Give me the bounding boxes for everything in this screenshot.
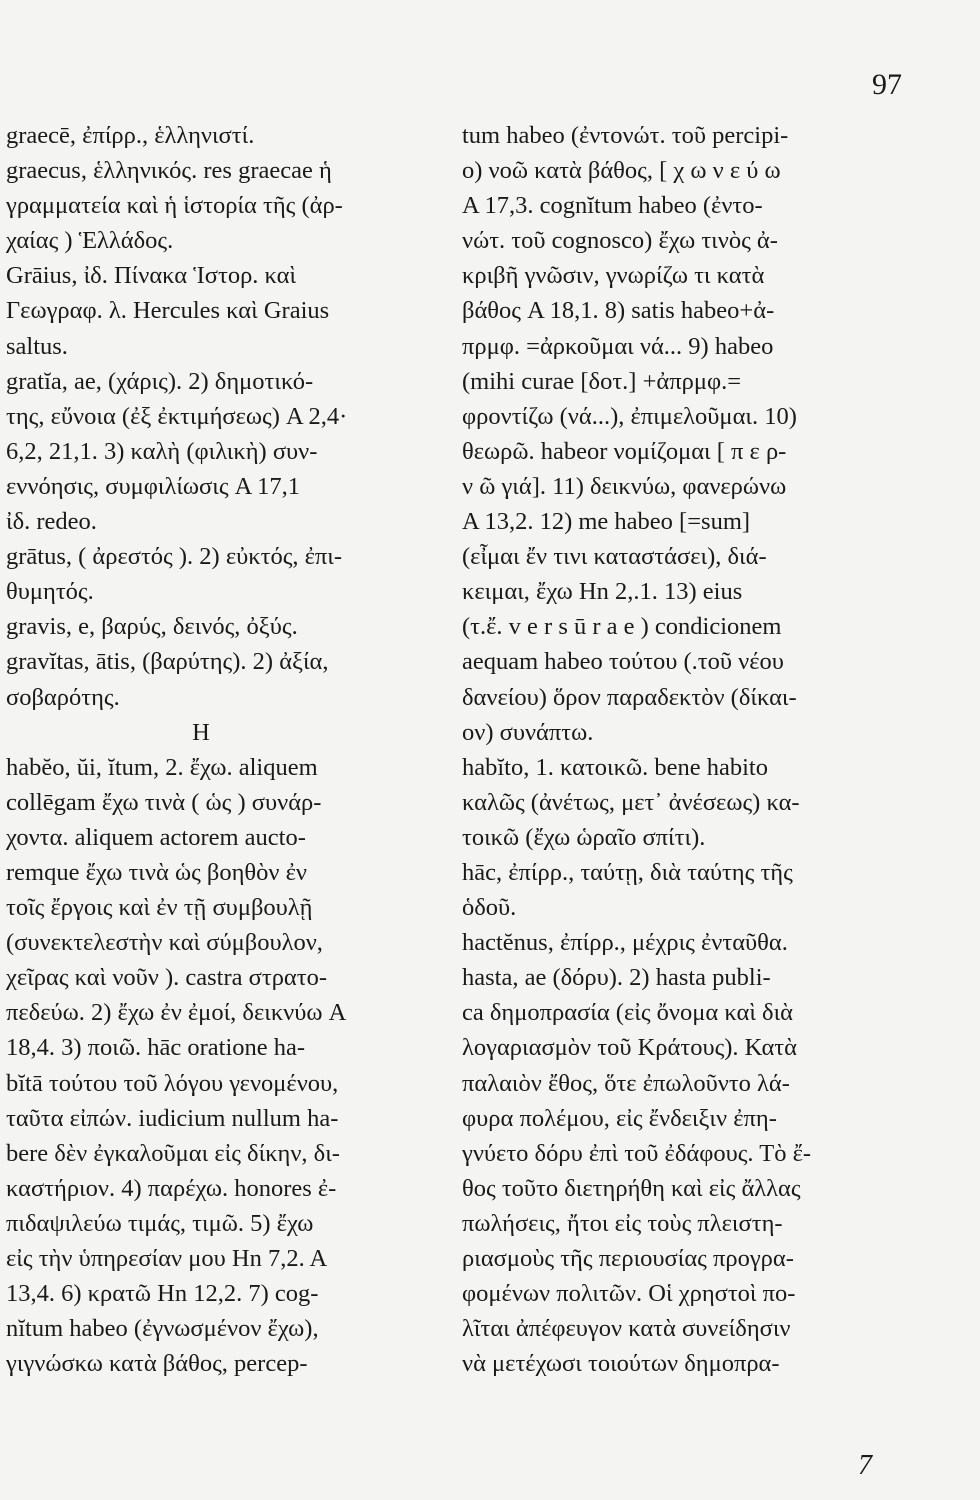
text-line: tum habeo (ἐντονώτ. τοῦ percipi- bbox=[462, 122, 789, 149]
text-line: νὰ μετέχωσι τοιούτων δημοπρα- bbox=[462, 1350, 780, 1378]
text-line: ca δημοπρασία (εἰς ὄνομα καὶ διὰ bbox=[462, 999, 794, 1027]
text-line: A 13,2. 12) me habeo [=sum] bbox=[462, 508, 751, 536]
text-line: (mihi curae [δοτ.] +ἀπρμφ.= bbox=[462, 367, 742, 395]
text-line: gravĭtas, ātis, (βαρύτης). 2) ἀξία, bbox=[6, 648, 329, 676]
text-line: ὁδοῦ. bbox=[462, 894, 517, 922]
text-line: saltus. bbox=[6, 332, 68, 360]
text-line: θος τοῦτο διετηρήθη καὶ εἰς ἄλλας bbox=[462, 1174, 801, 1202]
text-line: gratĭa, ae, (χάρις). 2) δημοτικό- bbox=[6, 367, 314, 395]
text-line: 13,4. 6) κρατῶ Hn 12,2. 7) cog- bbox=[6, 1280, 319, 1308]
text-line: ριασμοὺς τῆς περιουσίας προγρα- bbox=[462, 1245, 794, 1272]
text-line: βάθος A 18,1. 8) satis habeo+ἀ- bbox=[462, 297, 775, 325]
signature-mark: 7 bbox=[858, 1450, 872, 1481]
text-line: πωλήσεις, ἤτοι εἰς τοὺς πλειστη- bbox=[462, 1209, 783, 1237]
text-line: ον) συνάπτω. bbox=[462, 718, 594, 746]
text-line: φροντίζω (νά...), ἐπιμελοῦμαι. 10) bbox=[462, 402, 797, 430]
text-line: νώτ. τοῦ cognosco) ἔχω τινὸς ἀ- bbox=[462, 227, 778, 255]
text-line: grātus, ( ἀρεστός ). 2) εὐκτός, ἐπι- bbox=[6, 543, 343, 571]
text-line: collēgam ἔχω τινὰ ( ὡς ) συνάρ- bbox=[6, 788, 322, 816]
text-line: remque ἔχω τινὰ ὡς βοηθὸν ἐν bbox=[6, 858, 307, 886]
text-line: ν ῶ γιά]. 11) δεικνύω, φανερώνω bbox=[462, 472, 787, 500]
text-line: (τ.ἔ. v e r s ū r a e ) condicionem bbox=[462, 613, 782, 641]
text-line: εἰς τὴν ὑπηρεσίαν μου Hn 7,2. A bbox=[6, 1245, 328, 1272]
text-line: habĕo, ŭi, ĭtum, 2. ἔχω. aliquem bbox=[6, 753, 318, 781]
text-line: χαίας ) Ἑλλάδος. bbox=[6, 227, 174, 255]
text-line: καλῶς (ἀνέτως, μετ᾽ ἀνέσεως) κα- bbox=[462, 788, 800, 816]
text-line: καστήριον. 4) παρέχω. honores ἐ- bbox=[6, 1174, 337, 1202]
text-line: ἰδ. redeo. bbox=[6, 508, 97, 536]
text-line: Γεωγραφ. λ. Hercules καὶ Graius bbox=[6, 297, 330, 325]
text-line: bĭtā τούτου τοῦ λόγου γενομένου, bbox=[6, 1069, 339, 1097]
text-line: ταῦτα εἰπών. iudicium nullum ha- bbox=[6, 1104, 339, 1132]
text-line: κριβῆ γνῶσιν, γνωρίζω τι κατὰ bbox=[462, 262, 765, 290]
text-line: graecus, ἑλληνικός. res graecae ἡ bbox=[6, 157, 332, 185]
text-line: παλαιὸν ἔθος, ὅτε ἐπωλοῦντο λά- bbox=[462, 1069, 790, 1097]
text-line: (συνεκτελεστὴν καὶ σύμβουλον, bbox=[6, 929, 323, 957]
text-line: gravis, e, βαρύς, δεινός, ὀξύς. bbox=[6, 613, 298, 641]
text-line: bere δὲν ἐγκαλοῦμαι εἰς δίκην, δι- bbox=[6, 1139, 340, 1167]
text-line: χεῖρας καὶ νοῦν ). castra στρατο- bbox=[6, 964, 328, 992]
text-line: γιγνώσκω κατὰ βάθος, percep- bbox=[6, 1350, 308, 1378]
text-line: nĭtum habeo (ἐγνωσμένον ἔχω), bbox=[6, 1315, 319, 1343]
text-line: λῖται ἀπέφευγον κατὰ συνείδησιν bbox=[462, 1315, 791, 1343]
text-line: πεδεύω. 2) ἔχω ἐν ἐμοί, δεικνύω A bbox=[6, 999, 347, 1027]
text-line: φομένων πολιτῶν. Οἱ χρηστοὶ πο- bbox=[462, 1280, 796, 1308]
text-line: λογαριασμὸν τοῦ Κράτους). Κατὰ bbox=[462, 1034, 797, 1062]
left-column bbox=[6, 118, 436, 1381]
text-line: habĭto, 1. κατοικῶ. bene habito bbox=[462, 753, 768, 781]
text-line: κειμαι, ἔχω Hn 2,.1. 13) eius bbox=[462, 578, 743, 606]
text-line: θυμητός. bbox=[6, 578, 94, 606]
section-letter-heading: H bbox=[192, 718, 210, 746]
text-line: δανείου) ὅρον παραδεκτὸν (δίκαι- bbox=[462, 683, 797, 711]
text-line: πιδαψιλεύω τιμάς, τιμῶ. 5) ἔχω bbox=[6, 1209, 314, 1237]
text-line: θεωρῶ. habeor νομίζομαι [ π ε ρ- bbox=[462, 437, 787, 465]
text-line: πρμφ. =ἀρκοῦμαι νά... 9) habeo bbox=[462, 332, 774, 360]
text-line: της, εὔνοια (ἐξ ἐκτιμήσεως) A 2,4· bbox=[6, 402, 348, 430]
text-line: A 17,3. cognĭtum habeo (ἐντο- bbox=[462, 192, 763, 220]
text-line: hasta, ae (δόρυ). 2) hasta publi- bbox=[462, 964, 771, 992]
text-line: Grāius, ἰδ. Πίνακα Ἱστορ. καὶ bbox=[6, 262, 297, 290]
text-line: hactĕnus, ἐπίρρ., μέχρις ἐνταῦθα. bbox=[462, 929, 788, 957]
page-number: 97 bbox=[872, 68, 902, 101]
text-line: γραμματεία καὶ ἡ ἱστορία τῆς (ἀρ- bbox=[6, 192, 343, 220]
text-line: 18,4. 3) ποιῶ. hāc oratione ha- bbox=[6, 1034, 306, 1062]
text-line: σοβαρότης. bbox=[6, 683, 120, 711]
text-line: o) νοῶ κατὰ βάθος, [ χ ω ν ε ύ ω bbox=[462, 157, 781, 185]
text-line: aequam habeo τούτου (.τοῦ νέου bbox=[462, 648, 784, 676]
text-line: γνύετο δόρυ ἐπὶ τοῦ ἐδάφους. Τὸ ἔ- bbox=[462, 1139, 812, 1167]
right-column bbox=[462, 118, 922, 1381]
text-line: εννόησις, συμφιλίωσις A 17,1 bbox=[6, 472, 301, 500]
text-line: τοικῶ (ἔχω ὡραῖο σπίτι). bbox=[462, 823, 706, 851]
text-line: graecē, ἐπίρρ., ἑλληνιστί. bbox=[6, 122, 255, 149]
text-line: 6,2, 21,1. 3) καλὴ (φιλικὴ) συν- bbox=[6, 437, 318, 465]
text-line: τοῖς ἔργοις καὶ ἐν τῇ συμβουλῇ bbox=[6, 894, 313, 922]
text-line: (εἶμαι ἔν τινι καταστάσει), διά- bbox=[462, 543, 767, 571]
text-line: hāc, ἐπίρρ., ταύτῃ, διὰ ταύτης τῆς bbox=[462, 858, 793, 886]
text-line: φυρα πολέμου, εἰς ἔνδειξιν ἐπη- bbox=[462, 1104, 777, 1132]
text-line: χοντα. aliquem actorem aucto- bbox=[6, 823, 306, 851]
